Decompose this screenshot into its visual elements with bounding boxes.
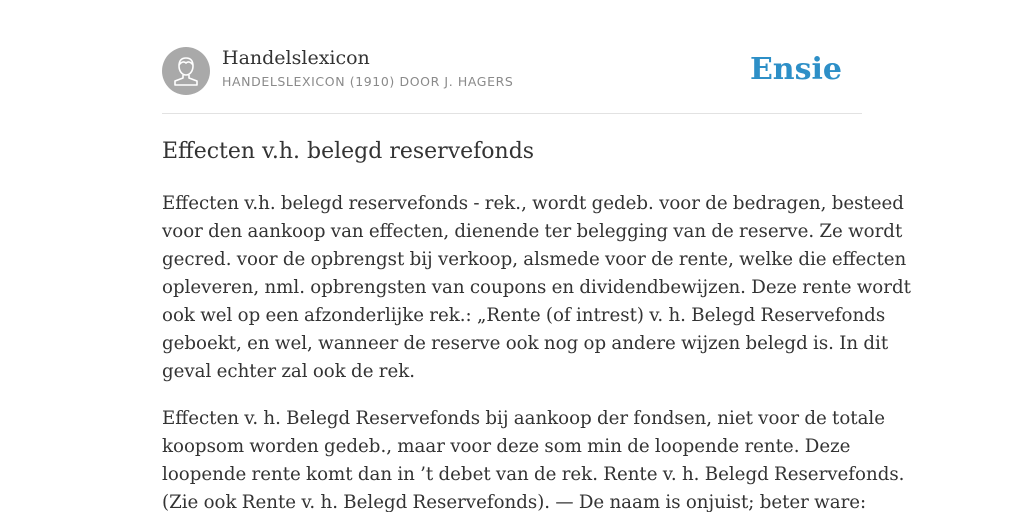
paragraph-line: loopende rente komt dan in ’t debet van de rek. Rente v. h. Belegd Reservefonds.	[162, 464, 905, 485]
paragraph-line: voor den aankoop van effecten, dienende ter belegging van de reserve. Ze wordt	[162, 221, 903, 242]
paragraph-line: Effecten v.h. belegd reservefonds - rek., wordt gedeb. voor de bedragen, besteed	[162, 193, 904, 214]
paragraph-line: ook wel op een afzonderlijke rek.: „Rente (of intrest) v. h. Belegd Reservefonds	[162, 305, 886, 326]
paragraph-line: opleveren, nml. opbrengsten van coupons en dividendbewijzen. Deze rente wordt	[162, 277, 911, 298]
article-paragraph	[162, 405, 905, 512]
brand-logo[interactable]: Ensie	[749, 52, 842, 87]
header-divider	[162, 113, 862, 114]
user-icon[interactable]	[162, 47, 210, 95]
article-paragraph	[162, 190, 911, 386]
source-header	[162, 46, 862, 96]
article-title: Effecten v.h. belegd reservefonds	[162, 139, 535, 164]
article-body	[162, 190, 911, 512]
paragraph-line: geboekt, en wel, wanneer de reserve ook nog op andere wijzen belegd is. In dit	[162, 333, 889, 354]
paragraph-line: Effecten v. h. Belegd Reservefonds bij aankoop der fondsen, niet voor de totale	[162, 408, 886, 429]
source-subtitle[interactable]: HANDELSLEXICON (1910) DOOR J. HAGERS	[222, 74, 514, 89]
paragraph-line: gecred. voor de opbrengst bij verkoop, alsmede voor de rente, welke die effecten	[162, 249, 907, 270]
paragraph-line: (Zie ook Rente v. h. Belegd Reservefonds). — De naam is onjuist; beter ware:	[162, 492, 867, 512]
source-title[interactable]: Handelslexicon	[222, 47, 370, 69]
paragraph-line: koopsom worden gedeb., maar voor deze som min de loopende rente. Deze	[162, 436, 851, 457]
paragraph-line: geval echter zal ook de rek.	[162, 361, 416, 382]
